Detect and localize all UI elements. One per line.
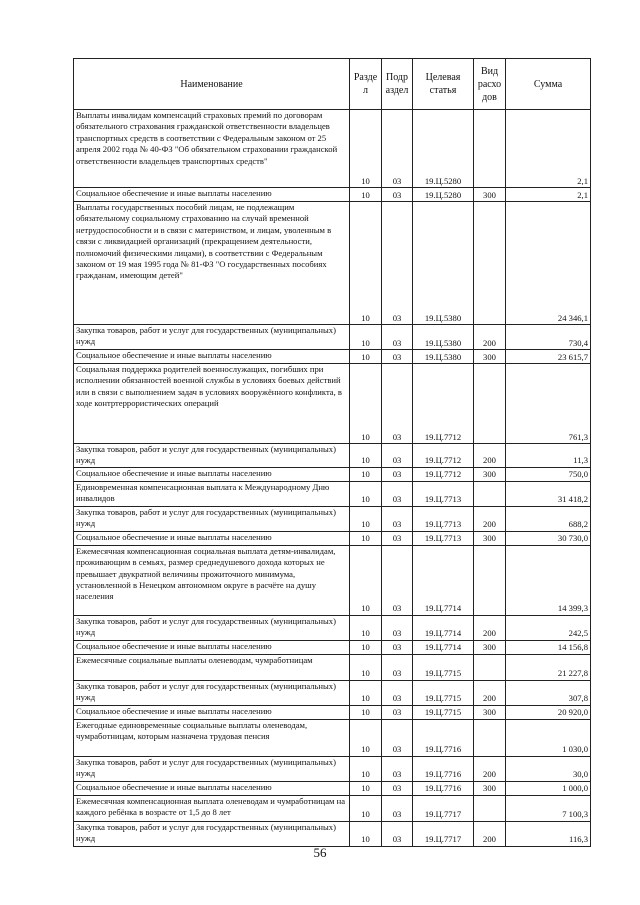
cell-subsection: 03 (382, 719, 413, 756)
cell-target-article: 19.Ц.7713 (413, 481, 474, 506)
table-row (74, 821, 591, 846)
cell-expense-type (474, 110, 506, 188)
table-row (74, 756, 591, 781)
table-row (74, 467, 591, 481)
cell-subsection: 03 (382, 615, 413, 640)
table-row (74, 110, 591, 188)
cell-name: Социальное обеспечение и иные выплаты населению (74, 640, 350, 654)
cell-expense-type: 300 (474, 188, 506, 202)
cell-expense-type (474, 202, 506, 325)
cell-subsection: 03 (382, 467, 413, 481)
cell-subsection: 03 (382, 795, 413, 821)
cell-name: Социальное обеспечение и иные выплаты населению (74, 531, 350, 545)
table-row (74, 350, 591, 364)
cell-name: Единовременная компенсационная выплата к Международному Дню инвалидов (74, 481, 350, 506)
cell-target-article: 19.Ц.7714 (413, 545, 474, 615)
table-row (74, 781, 591, 795)
cell-subsection: 03 (382, 821, 413, 846)
cell-expense-type (474, 795, 506, 821)
cell-expense-type: 200 (474, 756, 506, 781)
cell-name: Социальная поддержка родителей военнослужащих, погибших при исполнении обязанностей военной службы в условиях боевых действий или в связи с выполнением задач в условиях вооружённого конфликта, в ходе контртеррористических операций (74, 364, 350, 444)
cell-expense-type: 200 (474, 444, 506, 468)
table-row (74, 531, 591, 545)
cell-expense-type: 200 (474, 506, 506, 531)
cell-section: 10 (350, 188, 382, 202)
cell-target-article: 19.Ц.5380 (413, 350, 474, 364)
cell-target-article: 19.Ц.7717 (413, 795, 474, 821)
cell-name: Закупка товаров, работ и услуг для государственных (муниципальных) нужд (74, 444, 350, 468)
cell-amount: 1 030,0 (506, 719, 591, 756)
cell-subsection: 03 (382, 531, 413, 545)
table-row (74, 545, 591, 615)
cell-section: 10 (350, 756, 382, 781)
cell-section: 10 (350, 350, 382, 364)
cell-amount: 307,8 (506, 680, 591, 705)
cell-name: Социальное обеспечение и иные выплаты населению (74, 705, 350, 719)
cell-target-article: 19.Ц.7717 (413, 821, 474, 846)
cell-expense-type: 300 (474, 781, 506, 795)
cell-expense-type: 300 (474, 467, 506, 481)
cell-amount: 21 227,8 (506, 654, 591, 680)
cell-target-article: 19.Ц.7715 (413, 705, 474, 719)
cell-subsection: 03 (382, 640, 413, 654)
cell-amount: 242,5 (506, 615, 591, 640)
cell-amount: 24 346,1 (506, 202, 591, 325)
cell-name: Социальное обеспечение и иные выплаты населению (74, 350, 350, 364)
cell-amount: 14 156,8 (506, 640, 591, 654)
cell-subsection: 03 (382, 545, 413, 615)
cell-amount: 11,3 (506, 444, 591, 468)
cell-section: 10 (350, 202, 382, 325)
cell-expense-type (474, 364, 506, 444)
cell-subsection: 03 (382, 680, 413, 705)
cell-name: Закупка товаров, работ и услуг для государственных (муниципальных) нужд (74, 506, 350, 531)
table-row (74, 481, 591, 506)
cell-target-article: 19.Ц.7715 (413, 680, 474, 705)
cell-section: 10 (350, 654, 382, 680)
cell-target-article: 19.Ц.7714 (413, 640, 474, 654)
table-header-row (74, 59, 591, 110)
cell-target-article: 19.Ц.7713 (413, 531, 474, 545)
header-section: Разде л (350, 59, 382, 110)
cell-section: 10 (350, 325, 382, 350)
cell-expense-type (474, 719, 506, 756)
cell-section: 10 (350, 705, 382, 719)
cell-expense-type: 300 (474, 531, 506, 545)
cell-name: Социальное обеспечение и иные выплаты населению (74, 467, 350, 481)
cell-target-article: 19.Ц.7715 (413, 654, 474, 680)
table-row (74, 202, 591, 325)
cell-subsection: 03 (382, 444, 413, 468)
cell-amount: 20 920,0 (506, 705, 591, 719)
table-row (74, 364, 591, 444)
cell-name: Закупка товаров, работ и услуг для государственных (муниципальных) нужд (74, 680, 350, 705)
header-name: Наименование (74, 59, 350, 110)
cell-amount: 2,1 (506, 188, 591, 202)
cell-expense-type: 300 (474, 350, 506, 364)
cell-target-article: 19.Ц.5380 (413, 202, 474, 325)
cell-amount: 750,0 (506, 467, 591, 481)
cell-target-article: 19.Ц.7716 (413, 719, 474, 756)
budget-table (73, 58, 591, 847)
cell-target-article: 19.Ц.7713 (413, 506, 474, 531)
header-amount: Сумма (506, 59, 591, 110)
table-row (74, 444, 591, 468)
table-row (74, 795, 591, 821)
cell-amount: 2,1 (506, 110, 591, 188)
cell-expense-type (474, 545, 506, 615)
cell-section: 10 (350, 364, 382, 444)
cell-amount: 116,3 (506, 821, 591, 846)
table-row (74, 640, 591, 654)
cell-expense-type (474, 654, 506, 680)
cell-name: Ежемесячная компенсационная выплата оленеводам и чумработницам на каждого ребёнка в возрасте от 1,5 до 8 лет (74, 795, 350, 821)
cell-name: Выплаты инвалидам компенсаций страховых премий по договорам обязательного страхования гражданской ответственности владельцев транспортных средств в соответствии с Федеральным законом от 25 апреля 2002 года № 40-ФЗ "Об обязательном страховании гражданской ответственности владельцев транспортных средств" (74, 110, 350, 188)
cell-target-article: 19.Ц.7716 (413, 756, 474, 781)
cell-name: Выплаты государственных пособий лицам, не подлежащим обязательному социальному страхованию на случай временной нетрудоспособности и в связи с материнством, и лицам, уволенным в связи с ликвидацией организаций (прекращением деятельности, полномочий физическими лицами), в соответствии с Федеральным законом от 19 мая 1995 года № 81-ФЗ "О государственных пособиях гражданам, имеющим детей" (74, 202, 350, 325)
cell-name: Социальное обеспечение и иные выплаты населению (74, 188, 350, 202)
table-row (74, 680, 591, 705)
cell-section: 10 (350, 821, 382, 846)
cell-amount: 688,2 (506, 506, 591, 531)
header-target: Целевая статья (413, 59, 474, 110)
cell-target-article: 19.Ц.5280 (413, 110, 474, 188)
cell-name: Закупка товаров, работ и услуг для государственных (муниципальных) нужд (74, 615, 350, 640)
cell-target-article: 19.Ц.7712 (413, 467, 474, 481)
cell-amount: 30 730,0 (506, 531, 591, 545)
table-row (74, 654, 591, 680)
cell-subsection: 03 (382, 756, 413, 781)
cell-section: 10 (350, 680, 382, 705)
table-row (74, 615, 591, 640)
cell-subsection: 03 (382, 110, 413, 188)
cell-amount: 31 418,2 (506, 481, 591, 506)
cell-target-article: 19.Ц.7712 (413, 444, 474, 468)
cell-name: Закупка товаров, работ и услуг для государственных (муниципальных) нужд (74, 821, 350, 846)
cell-expense-type: 200 (474, 615, 506, 640)
cell-amount: 14 399,3 (506, 545, 591, 615)
cell-subsection: 03 (382, 654, 413, 680)
cell-subsection: 03 (382, 364, 413, 444)
cell-section: 10 (350, 615, 382, 640)
cell-section: 10 (350, 719, 382, 756)
cell-target-article: 19.Ц.7712 (413, 364, 474, 444)
cell-target-article: 19.Ц.7716 (413, 781, 474, 795)
cell-section: 10 (350, 531, 382, 545)
cell-subsection: 03 (382, 202, 413, 325)
table-row (74, 188, 591, 202)
table-row (74, 705, 591, 719)
cell-amount: 23 615,7 (506, 350, 591, 364)
cell-name: Ежемесячные социальные выплаты оленеводам, чумработницам (74, 654, 350, 680)
cell-target-article: 19.Ц.7714 (413, 615, 474, 640)
cell-name: Закупка товаров, работ и услуг для государственных (муниципальных) нужд (74, 756, 350, 781)
cell-name: Ежемесячная компенсационная социальная выплата детям-инвалидам, проживающим в семьях, размер среднедушевого дохода которых не превышает двукратной величины прожиточного минимума, установленной в Ненецком автономном округе в расчёте на душу населения (74, 545, 350, 615)
cell-subsection: 03 (382, 705, 413, 719)
cell-name: Ежегодные единовременные социальные выплаты оленеводам, чумработницам, которым назначена трудовая пенсия (74, 719, 350, 756)
cell-amount: 730,4 (506, 325, 591, 350)
cell-expense-type (474, 481, 506, 506)
table-row (74, 506, 591, 531)
header-subsection: Подр аздел (382, 59, 413, 110)
cell-section: 10 (350, 545, 382, 615)
cell-amount: 7 100,3 (506, 795, 591, 821)
cell-section: 10 (350, 110, 382, 188)
table-row (74, 325, 591, 350)
cell-section: 10 (350, 781, 382, 795)
cell-section: 10 (350, 640, 382, 654)
cell-section: 10 (350, 506, 382, 531)
cell-name: Социальное обеспечение и иные выплаты населению (74, 781, 350, 795)
cell-amount: 1 000,0 (506, 781, 591, 795)
cell-amount: 30,0 (506, 756, 591, 781)
header-expense-type: Вид расхо дов (474, 59, 506, 110)
cell-target-article: 19.Ц.5280 (413, 188, 474, 202)
cell-expense-type: 200 (474, 680, 506, 705)
table-row (74, 719, 591, 756)
cell-subsection: 03 (382, 188, 413, 202)
cell-subsection: 03 (382, 781, 413, 795)
cell-name: Закупка товаров, работ и услуг для государственных (муниципальных) нужд (74, 325, 350, 350)
cell-section: 10 (350, 481, 382, 506)
cell-target-article: 19.Ц.5380 (413, 325, 474, 350)
cell-expense-type: 300 (474, 640, 506, 654)
cell-amount: 761,3 (506, 364, 591, 444)
cell-subsection: 03 (382, 481, 413, 506)
cell-subsection: 03 (382, 350, 413, 364)
cell-section: 10 (350, 444, 382, 468)
cell-section: 10 (350, 467, 382, 481)
cell-subsection: 03 (382, 325, 413, 350)
cell-subsection: 03 (382, 506, 413, 531)
cell-expense-type: 200 (474, 821, 506, 846)
cell-expense-type: 300 (474, 705, 506, 719)
cell-expense-type: 200 (474, 325, 506, 350)
page-number: 56 (313, 845, 327, 860)
cell-section: 10 (350, 795, 382, 821)
